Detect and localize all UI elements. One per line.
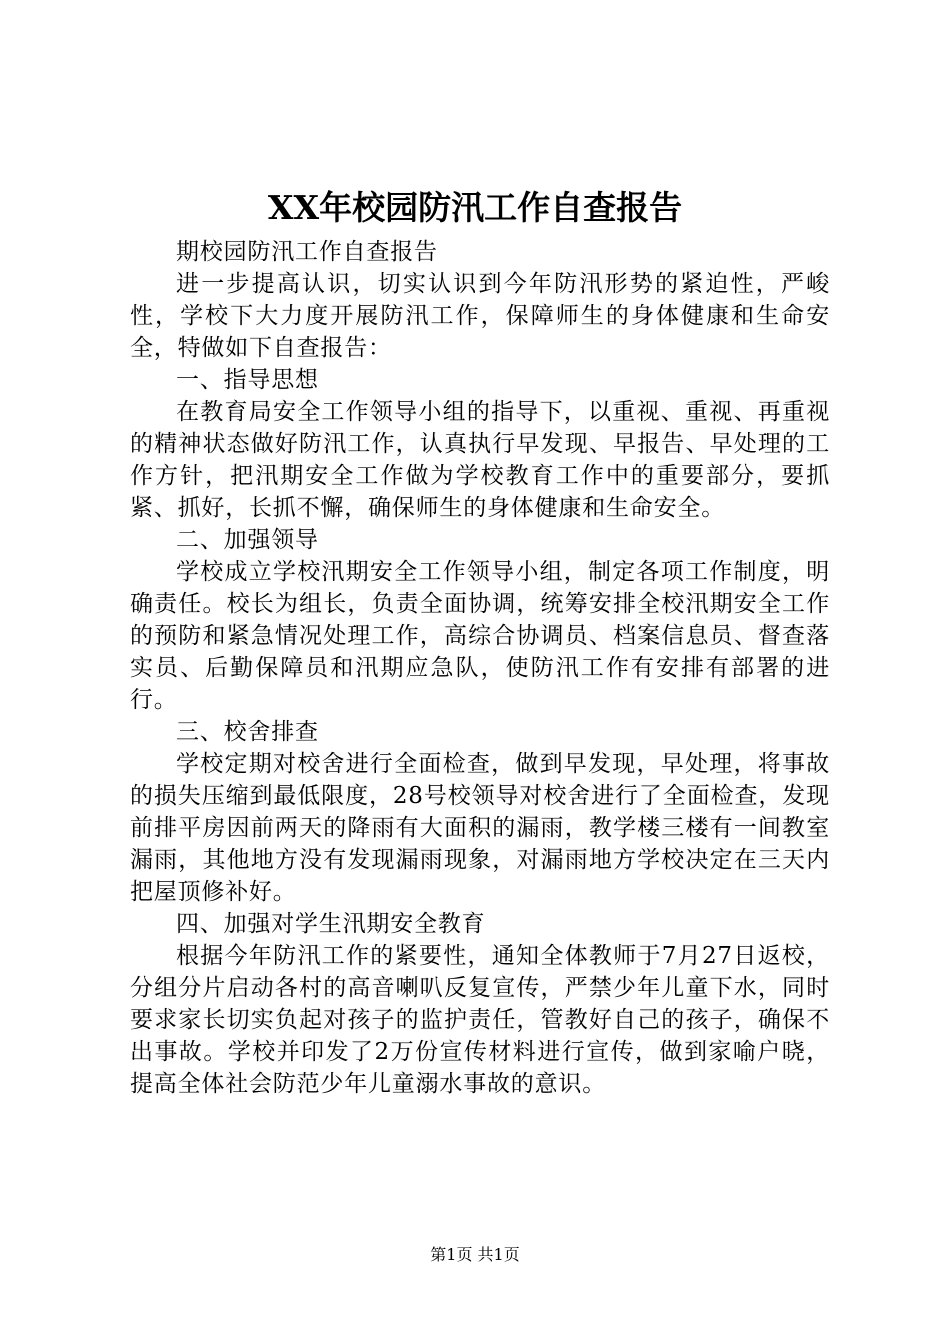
paragraph-student-education: 根据今年防汛工作的紧要性，通知全体教师于7月27日返校，分组分片启动各村的高音喇叭反复宣传，严禁少年儿童下水，同时要求家长切实负起对孩子的监护责任，管教好自己的孩子，确保不出事故。学校并印发了2万份宣传材料进行宣传，做到家喻户晓，提高全体社会防范少年儿童溺水事故的意识。 — [130, 943, 830, 1097]
document-body — [130, 236, 830, 1100]
section-heading-building-inspection: 三、校舍排查 — [176, 719, 319, 745]
paragraph-intro: 进一步提高认识，切实认识到今年防汛形势的紧迫性，严峻性，学校下大力度开展防汛工作，保障师生的身体健康和生命安全，特做如下自查报告： — [130, 271, 830, 361]
section-heading-student-education: 四、加强对学生汛期安全教育 — [176, 911, 486, 937]
paragraph-building-inspection: 学校定期对校舍进行全面检查，做到早发现，早处理，将事故的损失压缩到最低限度，28号校领导对校舍进行了全面检查，发现前排平房因前两天的降雨有大面积的漏雨，教学楼三楼有一间教室漏雨，其他地方没有发现漏雨现象，对漏雨地方学校决定在三天内把屋顶修补好。 — [130, 751, 830, 905]
paragraph-subtitle: 期校园防汛工作自查报告 — [176, 239, 438, 265]
section-heading-leadership: 二、加强领导 — [176, 527, 319, 553]
paragraph-leadership: 学校成立学校汛期安全工作领导小组，制定各项工作制度，明确责任。校长为组长，负责全面协调，统筹安排全校汛期安全工作的预防和紧急情况处理工作，高综合协调员、档案信息员、督查落实员、后勤保障员和汛期应急队，使防汛工作有安排有部署的进行。 — [130, 559, 830, 713]
paragraph-guiding-thought: 在教育局安全工作领导小组的指导下，以重视、重视、再重视的精神状态做好防汛工作，认真执行早发现、早报告、早处理的工作方针，把汛期安全工作做为学校教育工作中的重要部分，要抓紧、抓好，长抓不懈，确保师生的身体健康和生命安全。 — [130, 399, 830, 521]
page-number-footer: 第1页 共1页 — [430, 1245, 520, 1264]
section-heading-guiding-thought: 一、指导思想 — [176, 367, 319, 393]
document-title: XX年校园防汛工作自查报告 — [267, 188, 683, 227]
